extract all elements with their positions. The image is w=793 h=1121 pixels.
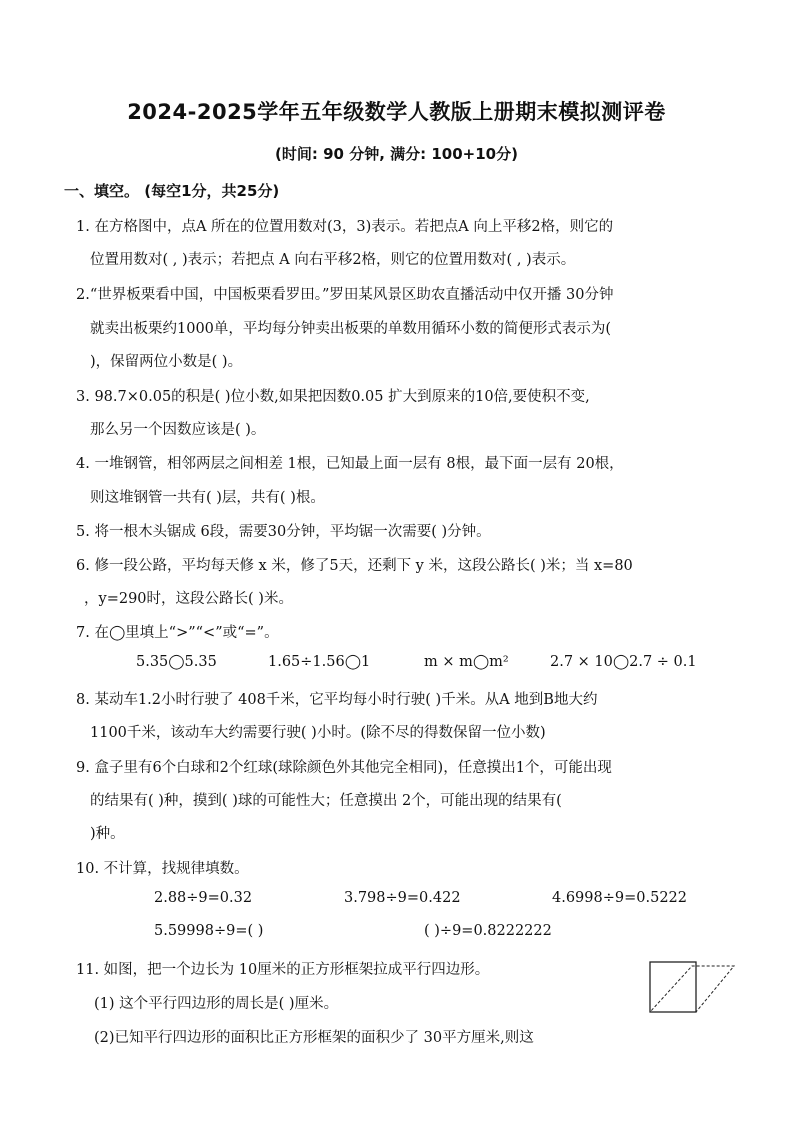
- q2-line-1: 2.“世界板栗看中国，中国板栗看罗田。”罗田某风景区助农直播活动中仅开播 30分钟: [76, 287, 614, 303]
- q4-line-2: 则这堆钢管一共有( )层，共有( )根。: [90, 490, 325, 506]
- q6-line-2: ，y=290时，这段公路长( )米。: [84, 591, 293, 607]
- q3-line-1: 3. 98.7×0.05的积是( )位小数,如果把因数0.05 扩大到原来的10倍,要使积不变,: [76, 389, 590, 405]
- q6-line-1: 6. 修一段公路，平均每天修 x 米，修了5天，还剩下 y 米，这段公路长( )米；当 x=80: [76, 558, 633, 574]
- q11-line-1: 11. 如图，把一个边长为 10厘米的正方形框架拉成平行四边形。: [76, 962, 490, 978]
- q2-line-2: 就卖出板栗约1000单，平均每分钟卖出板栗的单数用循环小数的简便形式表示为(: [90, 321, 612, 337]
- parallelogram-outline: [650, 966, 734, 1012]
- q10-item-2: 3.798÷9=0.422: [344, 890, 461, 906]
- q3-line-2: 那么另一个因数应该是( )。: [90, 422, 266, 438]
- exam-subtitle: (时间: 90 分钟, 满分: 100+10分): [275, 145, 518, 163]
- q7-item-4: 2.7 × 10◯2.7 ÷ 0.1: [550, 654, 697, 670]
- section-heading: 一、填空。 (每空1分，共25分): [64, 182, 280, 200]
- q9-line-2: 的结果有( )种，摸到( )球的可能性大；任意摸出 2个，可能出现的结果有(: [90, 793, 562, 809]
- q9-line-3: )种。: [90, 826, 125, 842]
- q7-item-1: 5.35◯5.35: [136, 654, 217, 670]
- q5-line-1: 5. 将一根木头锯成 6段，需要30分钟，平均锯一次需要( )分钟。: [76, 524, 491, 540]
- q9-line-1: 9. 盒子里有6个白球和2个红球(球除颜色外其他完全相同)，任意摸出1个，可能出现: [76, 760, 612, 776]
- q7-line-1: 7. 在◯里填上“>”“<”或“=”。: [76, 625, 279, 641]
- q10-item-1: 2.88÷9=0.32: [154, 890, 253, 906]
- exam-title: 2024-2025学年五年级数学人教版上册期末模拟测评卷: [127, 100, 666, 124]
- q4-line-1: 4. 一堆钢管，相邻两层之间相差 1根，已知最上面一层有 8根，最下面一层有 20根，: [76, 456, 624, 472]
- q1-line-2: 位置用数对( , )表示；若把点 A 向右平移2格，则它的位置用数对( , )表示。: [90, 252, 576, 268]
- q10-item-3: 4.6998÷9=0.5222: [552, 890, 687, 906]
- q11-line-2: (1) 这个平行四边形的周长是( )厘米。: [94, 996, 339, 1012]
- q8-line-1: 8. 某动车1.2小时行驶了 408千米，它平均每小时行驶( )千米。从A 地到B地大约: [76, 692, 598, 708]
- q7-item-3: m × m◯m²: [424, 654, 509, 670]
- q8-line-2: 1100千米，该动车大约需要行驶( )小时。(除不尽的得数保留一位小数): [90, 725, 546, 741]
- q10-item-5: ( )÷9=0.8222222: [424, 923, 552, 939]
- q10-line-1: 10. 不计算，找规律填数。: [76, 861, 249, 877]
- q10-item-4: 5.59998÷9=( ): [154, 923, 264, 939]
- q2-line-3: )，保留两位小数是( )。: [90, 354, 243, 370]
- square-parallelogram-figure: [646, 958, 738, 1018]
- q11-line-3: (2)已知平行四边形的面积比正方形框架的面积少了 30平方厘米,则这: [94, 1030, 534, 1046]
- q7-item-2: 1.65÷1.56◯1: [268, 654, 371, 670]
- q1-line-1: 1. 在方格图中，点A 所在的位置用数对(3，3)表示。若把点A 向上平移2格，则它的: [76, 219, 614, 235]
